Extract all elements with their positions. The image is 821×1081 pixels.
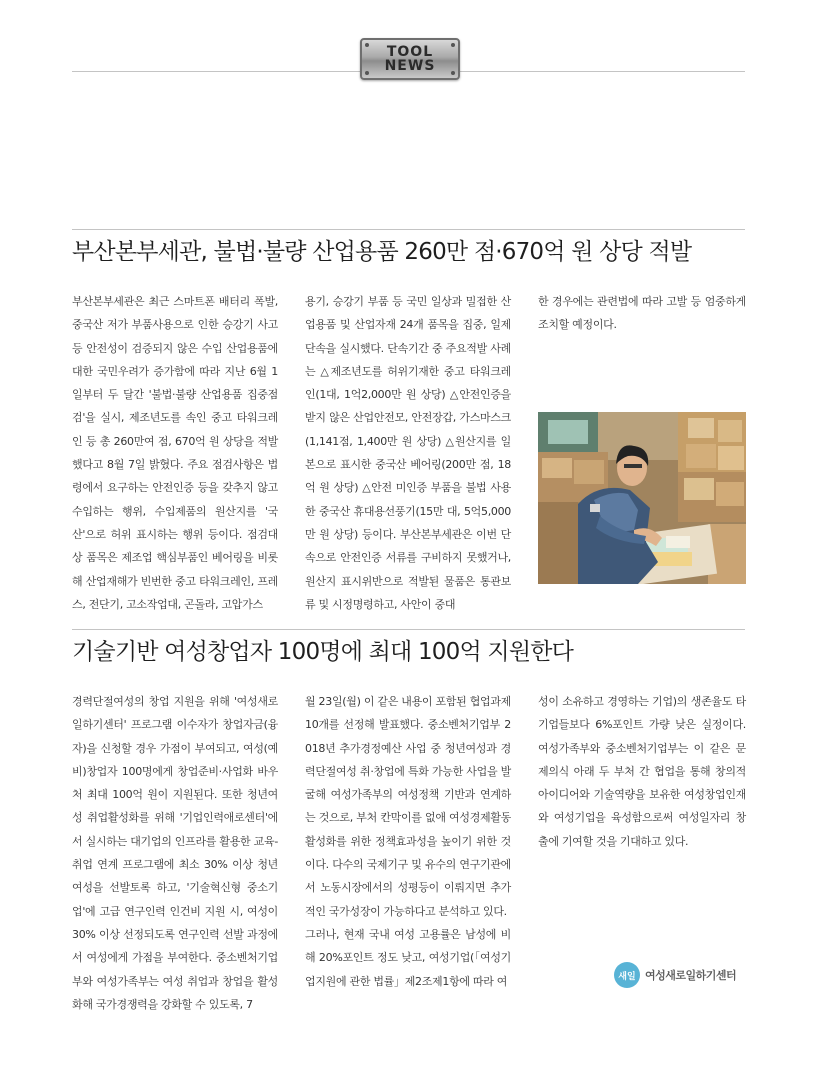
article1-rule	[72, 229, 745, 230]
article2-headline: 기술기반 여성창업자 100명에 최대 100억 지원한다	[72, 639, 574, 665]
article2-column-3	[538, 690, 746, 853]
header-rule-right	[456, 71, 745, 72]
article2-col2-text-b: 그러나, 현재 국내 여성 고용률은 남성에 비해 20%포인트 정도 낮고, 여성기업(「여성기업지원에 관한 법률」제2조제1항에 따라 여	[305, 927, 511, 988]
tool-news-logo	[360, 38, 460, 80]
article1-column-3	[538, 290, 746, 337]
article1-col3-text: 한 경우에는 관련법에 따라 고발 등 엄중하게 조치할 예정이다.	[538, 295, 746, 332]
article2-rule	[72, 629, 745, 630]
customs-inspection-photo	[538, 412, 746, 584]
photo-credit	[614, 962, 736, 988]
credit-organization: 여성새로일하기센터	[645, 969, 737, 982]
customs-inspection-illustration	[538, 412, 746, 584]
article1-headline: 부산본부세관, 불법·불량 산업용품 260만 점·670억 원 상당 적발	[72, 239, 692, 265]
article2-col3-text: 성이 소유하고 경영하는 기업)의 생존율도 타기업들보다 6%포인트 가량 낮은 실정이다. 여성가족부와 중소벤처기업부는 이 같은 문제의식 아래 두 부처 간 협업을 통해 창의적 아이디어와 기술역량을 보유한 여성창업인재와 여성기업을 육성함으로써 여성일자리 창출에 기여할 것을 기대하고 있다.	[538, 695, 746, 848]
article2-column-2	[305, 690, 511, 993]
logo-line-1: TOOL	[386, 44, 434, 60]
saeil-logo-icon: 새일	[614, 962, 640, 988]
article2-col2-text-a: 월 23일(월) 이 같은 내용이 포함된 협업과제 10개를 선정해 발표했다. 중소벤처기업부 2018년 추가경정예산 사업 중 청년여성과 경력단절여성 취·창업에 특화 가능한 사업을 발굴해 여성가족부의 여성정책 기반과 연계하는 것으로, 부처 칸막이를 없애 여성경제활동 활성화를 위한 정책효과성을 높이기 위한 것이다. 다수의 국제기구 및 유수의 연구기관에서 노동시장에서의 성평등이 이뤄지면 추가적인 국가성장이 가능하다고 분석하고 있다.	[305, 695, 511, 918]
article1-col2-text: 용기, 승강기 부품 등 국민 일상과 밀접한 산업용품 및 산업자재 24개 품목을 집중, 일제단속을 실시했다. 단속기간 중 주요적발 사례는 △제조년도를 허위기재한 중고 타워크레인(1대, 1억2,000만 원 상당) △안전인증을 받지 않은 산업안전모, 안전장갑, 가스마스크(1,141점, 1,400만 원 상당) △원산지를 일본으로 표시한 중국산 베어링(200만 점, 18억 원 상당) △안전 미인증 부품을 불법 사용한 중국산 휴대용선풍기(15만 대, 5억5,000만 원 상당) 등이다. 부산본부세관은 이번 단속으로 안전인증 서류를 구비하지 못했거나, 원산지 표시위반으로 적발된 물품은 통관보류 및 시정명령하고, 사안이 중대	[305, 295, 511, 611]
article1-col1-text: 부산본부세관은 최근 스마트폰 배터리 폭발, 중국산 저가 부품사용으로 인한 승강기 사고 등 안전성이 검증되지 않은 수입 산업용품에 대한 국민우려가 증가함에 따라 지난 6월 1일부터 두 달간 '불법·불량 산업용품 집중점검'을 실시, 제조년도를 속인 중고 타워크레인 등 총 260만여 점, 670억 원 상당을 적발했다고 8월 7일 밝혔다. 주요 점검사항은 법령에서 요구하는 안전인증 등을 갖추지 않고 수입하는 행위, 수입제품의 원산지를 '국산'으로 허위 표시하는 행위 등이다. 점검대상 품목은 제조업 핵심부품인 베어링을 비롯해 산업재해가 빈번한 중고 타워크레인, 프레스, 전단기, 고소작업대, 곤돌라, 고압가스	[72, 295, 278, 611]
logo-line-2: NEWS	[384, 58, 436, 74]
article2-column-1	[72, 690, 278, 1016]
header-rule-left	[72, 71, 360, 72]
article1-column-2	[305, 290, 511, 616]
article1-column-1	[72, 290, 278, 616]
article2-col1-text: 경력단절여성의 창업 지원을 위해 '여성새로일하기센터' 프로그램 이수자가 창업자금(융자)을 신청할 경우 가점이 부여되고, 여성(예비)창업자 100명에게 창업준비·사업화 바우처 최대 100억 원이 지원된다. 또한 청년여성 취업활성화를 위해 '기업인력애로센터'에서 실시하는 대기업의 인프라를 활용한 교육-취업 연계 프로그램에 최소 30% 이상 청년여성을 선발토록 하고, '기술혁신형 중소기업'에 고급 연구인력 인건비 지원 시, 여성이 30% 이상 선정되도록 연구인력 선발 과정에서 여성에게 가점을 부여한다. 중소벤처기업부와 여성가족부는 여성 취업과 창업을 활성화해 국가경쟁력을 강화할 수 있도록, 7	[72, 695, 278, 1011]
